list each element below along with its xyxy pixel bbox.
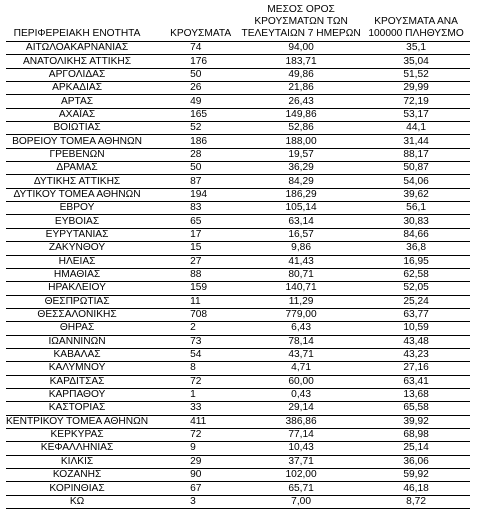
cell-cases: 50: [148, 162, 240, 175]
cell-region: ΑΧΑΪΑΣ: [6, 108, 148, 121]
cell-cases-per-100000: 27,16: [362, 362, 470, 375]
cell-cases: 33: [148, 402, 240, 415]
cell-cases: 411: [148, 415, 240, 428]
cell-cases: 1: [148, 388, 240, 401]
table-row: [6, 282, 470, 295]
cases-table: [6, 0, 470, 509]
cell-7day-average: 36,29: [240, 162, 362, 175]
cell-7day-average: 4,71: [240, 362, 362, 375]
cell-7day-average: 11,29: [240, 295, 362, 308]
cell-7day-average: 41,43: [240, 255, 362, 268]
cell-cases-per-100000: 30,83: [362, 215, 470, 228]
cell-cases-per-100000: 65,58: [362, 402, 470, 415]
cell-7day-average: 37,71: [240, 455, 362, 468]
cell-cases-per-100000: 53,17: [362, 108, 470, 121]
cell-cases-per-100000: 51,52: [362, 68, 470, 81]
table-row: [6, 482, 470, 495]
table-row: [6, 68, 470, 81]
cell-cases-per-100000: 88,17: [362, 148, 470, 161]
cell-cases: 52: [148, 122, 240, 135]
table-row: [6, 348, 470, 361]
cell-7day-average: 21,86: [240, 82, 362, 95]
cell-cases-per-100000: 68,98: [362, 428, 470, 441]
table-row: [6, 362, 470, 375]
cell-cases: 8: [148, 362, 240, 375]
table-row: [6, 175, 470, 188]
table-row: [6, 428, 470, 441]
cell-cases-per-100000: 56,1: [362, 202, 470, 215]
cell-cases-per-100000: 25,24: [362, 295, 470, 308]
cell-7day-average: 60,00: [240, 375, 362, 388]
cell-region: ΔΥΤΙΚΗΣ ΑΤΤΙΚΗΣ: [6, 175, 148, 188]
cell-region: ΕΒΡΟΥ: [6, 202, 148, 215]
cell-region: ΒΟΡΕΙΟΥ ΤΟΜΕΑ ΑΘΗΝΩΝ: [6, 135, 148, 148]
table-row: [6, 442, 470, 455]
cell-cases-per-100000: 31,44: [362, 135, 470, 148]
cell-7day-average: 386,86: [240, 415, 362, 428]
cell-cases-per-100000: 35,04: [362, 55, 470, 68]
cell-cases-per-100000: 50,87: [362, 162, 470, 175]
cell-cases-per-100000: 46,18: [362, 482, 470, 495]
table-row: [6, 495, 470, 508]
cell-7day-average: 779,00: [240, 308, 362, 321]
header-7day-average: ΜΕΣΟΣ ΟΡΟΣ ΚΡΟΥΣΜΑΤΩΝ ΤΩΝ ΤΕΛΕΥΤΑΙΩΝ 7 ΗΜΕΡΩΝ: [240, 0, 362, 42]
table-row: [6, 402, 470, 415]
table-row: [6, 135, 470, 148]
table-row: [6, 375, 470, 388]
cell-region: ΚΩ: [6, 495, 148, 508]
cell-region: ΘΗΡΑΣ: [6, 322, 148, 335]
cell-region: ΗΛΕΙΑΣ: [6, 255, 148, 268]
cell-7day-average: 6,43: [240, 322, 362, 335]
cell-cases: 17: [148, 228, 240, 241]
cell-cases: 54: [148, 348, 240, 361]
cell-7day-average: 10,43: [240, 442, 362, 455]
table-body: [6, 42, 470, 509]
table-row: [6, 335, 470, 348]
cell-cases-per-100000: 43,23: [362, 348, 470, 361]
cell-region: ΙΩΑΝΝΙΝΩΝ: [6, 335, 148, 348]
cell-cases-per-100000: 39,92: [362, 415, 470, 428]
cell-cases-per-100000: 43,48: [362, 335, 470, 348]
cell-7day-average: 16,57: [240, 228, 362, 241]
cell-cases: 27: [148, 255, 240, 268]
table-row: [6, 108, 470, 121]
table-row: [6, 95, 470, 108]
cell-region: ΚΟΖΑΝΗΣ: [6, 469, 148, 482]
cell-cases: 176: [148, 55, 240, 68]
cell-cases: 186: [148, 135, 240, 148]
cell-cases-per-100000: 84,66: [362, 228, 470, 241]
cell-cases: 49: [148, 95, 240, 108]
table-row: [6, 188, 470, 201]
cell-region: ΒΟΙΩΤΙΑΣ: [6, 122, 148, 135]
cell-region: ΚΕΦΑΛΛΗΝΙΑΣ: [6, 442, 148, 455]
table-header: [6, 0, 470, 42]
cell-region: ΔΡΑΜΑΣ: [6, 162, 148, 175]
cell-region: ΚΑΒΑΛΑΣ: [6, 348, 148, 361]
cell-7day-average: 43,71: [240, 348, 362, 361]
cell-7day-average: 29,14: [240, 402, 362, 415]
cell-region: ΑΝΑΤΟΛΙΚΗΣ ΑΤΤΙΚΗΣ: [6, 55, 148, 68]
table-row: [6, 82, 470, 95]
cell-region: ΔΥΤΙΚΟΥ ΤΟΜΕΑ ΑΘΗΝΩΝ: [6, 188, 148, 201]
cell-7day-average: 94,00: [240, 42, 362, 55]
cell-cases: 90: [148, 469, 240, 482]
cell-cases: 29: [148, 455, 240, 468]
cell-cases-per-100000: 25,14: [362, 442, 470, 455]
cell-region: ΑΙΤΩΛΟΑΚΑΡΝΑΝΙΑΣ: [6, 42, 148, 55]
table-row: [6, 268, 470, 281]
table-row: [6, 202, 470, 215]
table-row: [6, 322, 470, 335]
cell-region: ΕΥΡΥΤΑΝΙΑΣ: [6, 228, 148, 241]
cell-cases: 65: [148, 215, 240, 228]
table-row: [6, 242, 470, 255]
cell-cases-per-100000: 63,41: [362, 375, 470, 388]
cell-cases: 194: [148, 188, 240, 201]
cell-cases: 87: [148, 175, 240, 188]
cell-7day-average: 52,86: [240, 122, 362, 135]
cell-7day-average: 80,71: [240, 268, 362, 281]
cell-region: ΕΥΒΟΙΑΣ: [6, 215, 148, 228]
cell-cases-per-100000: 39,62: [362, 188, 470, 201]
cell-cases: 88: [148, 268, 240, 281]
table-row: [6, 215, 470, 228]
cell-region: ΚΑΡΔΙΤΣΑΣ: [6, 375, 148, 388]
cell-cases: 3: [148, 495, 240, 508]
cell-region: ΓΡΕΒΕΝΩΝ: [6, 148, 148, 161]
cell-cases-per-100000: 52,05: [362, 282, 470, 295]
table-row: [6, 295, 470, 308]
cell-cases-per-100000: 59,92: [362, 469, 470, 482]
cell-cases-per-100000: 35,1: [362, 42, 470, 55]
cell-cases: 26: [148, 82, 240, 95]
table-row: [6, 469, 470, 482]
table-row: [6, 122, 470, 135]
cell-cases-per-100000: 63,77: [362, 308, 470, 321]
cell-cases-per-100000: 16,95: [362, 255, 470, 268]
cell-region: ΚΟΡΙΝΘΙΑΣ: [6, 482, 148, 495]
cell-7day-average: 63,14: [240, 215, 362, 228]
cell-cases: 15: [148, 242, 240, 255]
header-region: ΠΕΡΙΦΕΡΕΙΑΚΗ ΕΝΟΤΗΤΑ: [6, 0, 148, 42]
cell-7day-average: 26,43: [240, 95, 362, 108]
table-row: [6, 55, 470, 68]
cell-cases: 28: [148, 148, 240, 161]
cell-7day-average: 7,00: [240, 495, 362, 508]
cell-7day-average: 9,86: [240, 242, 362, 255]
cell-cases: 11: [148, 295, 240, 308]
table-row: [6, 148, 470, 161]
cell-7day-average: 105,14: [240, 202, 362, 215]
cell-cases-per-100000: 13,68: [362, 388, 470, 401]
table-row: [6, 455, 470, 468]
cell-region: ΗΡΑΚΛΕΙΟΥ: [6, 282, 148, 295]
cell-region: ΚΕΝΤΡΙΚΟΥ ΤΟΜΕΑ ΑΘΗΝΩΝ: [6, 415, 149, 427]
table-row: [6, 162, 470, 175]
cell-cases: 83: [148, 202, 240, 215]
cell-cases: 9: [148, 442, 240, 455]
cell-cases: 159: [148, 282, 240, 295]
cell-cases: 708: [148, 308, 240, 321]
cell-region: ΗΜΑΘΙΑΣ: [6, 268, 148, 281]
cell-region: ΖΑΚΥΝΘΟΥ: [6, 242, 148, 255]
cell-7day-average: 65,71: [240, 482, 362, 495]
cell-7day-average: 188,00: [240, 135, 362, 148]
cell-7day-average: 149,86: [240, 108, 362, 121]
cell-cases-per-100000: 36,8: [362, 242, 470, 255]
cell-7day-average: 186,29: [240, 188, 362, 201]
cell-cases: 50: [148, 68, 240, 81]
cell-cases: 74: [148, 42, 240, 55]
cell-region: ΚΑΣΤΟΡΙΑΣ: [6, 402, 148, 415]
cell-region: ΚΙΛΚΙΣ: [6, 455, 148, 468]
table-row: [6, 388, 470, 401]
cell-cases: 2: [148, 322, 240, 335]
cell-7day-average: 84,29: [240, 175, 362, 188]
cell-region: ΚΑΛΥΜΝΟΥ: [6, 362, 148, 375]
table-row: [6, 255, 470, 268]
cell-cases: 165: [148, 108, 240, 121]
header-cases-per-100000: ΚΡΟΥΣΜΑΤΑ ΑΝΑ 100000 ΠΛΗΘΥΣΜΟ: [362, 0, 470, 42]
cell-region: ΑΡΓΟΛΙΔΑΣ: [6, 68, 148, 81]
cell-cases: 73: [148, 335, 240, 348]
cell-region: ΘΕΣΠΡΩΤΙΑΣ: [6, 295, 148, 308]
cell-cases-per-100000: 36,06: [362, 455, 470, 468]
cell-7day-average: 19,57: [240, 148, 362, 161]
cell-region: ΚΑΡΠΑΘΟΥ: [6, 388, 148, 401]
header-cases: ΚΡΟΥΣΜΑΤΑ: [148, 0, 240, 42]
cell-cases: 72: [148, 428, 240, 441]
cell-cases: 67: [148, 482, 240, 495]
cell-region: ΑΡΚΑΔΙΑΣ: [6, 82, 148, 95]
cell-region: ΘΕΣΣΑΛΟΝΙΚΗΣ: [6, 308, 148, 321]
cell-7day-average: 0,43: [240, 388, 362, 401]
cell-7day-average: 102,00: [240, 469, 362, 482]
cell-cases-per-100000: 10,59: [362, 322, 470, 335]
cell-7day-average: 140,71: [240, 282, 362, 295]
table-row: [6, 42, 470, 55]
cell-7day-average: 183,71: [240, 55, 362, 68]
cell-7day-average: 77,14: [240, 428, 362, 441]
cell-cases-per-100000: 44,1: [362, 122, 470, 135]
table-row: [6, 308, 470, 321]
cell-cases-per-100000: 54,06: [362, 175, 470, 188]
cell-region: ΑΡΤΑΣ: [6, 95, 148, 108]
cell-7day-average: 49,86: [240, 68, 362, 81]
cell-cases-per-100000: 62,58: [362, 268, 470, 281]
header-row: [6, 0, 470, 42]
table-row: [6, 415, 470, 428]
cell-cases: 72: [148, 375, 240, 388]
cell-7day-average: 78,14: [240, 335, 362, 348]
cell-cases-per-100000: 29,99: [362, 82, 470, 95]
table-row: [6, 228, 470, 241]
cell-region: ΚΕΡΚΥΡΑΣ: [6, 428, 148, 441]
cell-cases-per-100000: 72,19: [362, 95, 470, 108]
cell-cases-per-100000: 8,72: [362, 495, 470, 508]
